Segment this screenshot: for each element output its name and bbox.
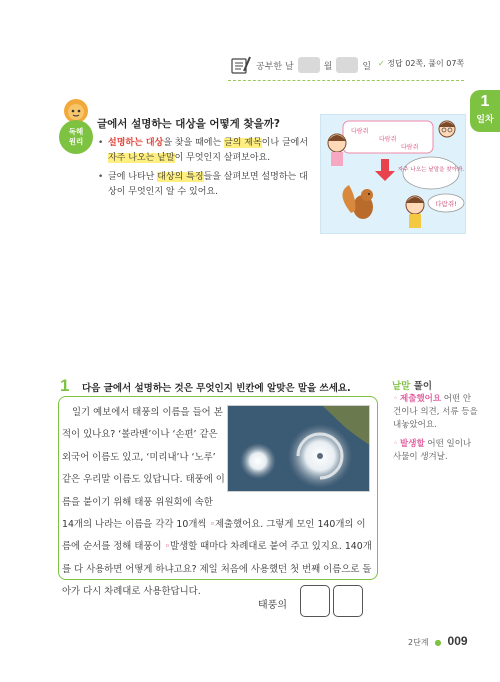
question-text: 다음 글에서 설명하는 것은 무엇인지 빈칸에 알맞은 말을 쓰세요.	[82, 383, 351, 394]
passage-text: 일기 예보에서 태풍의 이름을 들어 본 적이 있나요? ‘볼라벤’이나 ‘손편’ 같은 외국어 이름도 있고, ‘미리내’나 ‘노루’ 같은 우리말 이름도 있답니다. 태풍에 이름을 붙이기 위해 태풍 위원회에 속한 14개의 나라는 이름을 각각 10개씩 ◦제출했어요. 그렇게 모인 140개의 이름에 순서를 정해 태풍이 ◦발생할 때마다 차례대로 붙여 주고 있지요. 140개를 다 사용하면 어떻게 하냐고요? 제일 처음에 사용했던 첫 번째 이름으로 돌아가 다시 차례대로 사용한답니다.	[62, 402, 374, 604]
badge-line1: 독해	[68, 127, 84, 136]
answer-box-2[interactable]	[333, 585, 363, 617]
photo-spacer	[226, 402, 374, 497]
vocab-title: 낱말 풀이	[392, 381, 433, 392]
scroll-text: 다람쥐	[351, 128, 369, 135]
badge-line2: 원리	[68, 137, 84, 146]
month-input-box[interactable]	[298, 57, 320, 73]
vocab-list	[393, 393, 479, 470]
principle-list	[98, 136, 313, 204]
principle-title: 글에서 설명하는 대상을 어떻게 찾을까?	[97, 118, 281, 130]
notebook-pencil-icon	[230, 55, 252, 75]
check-icon: ✓	[378, 59, 385, 68]
question-number: 1	[60, 376, 70, 395]
footer-dot-icon: ●	[434, 638, 442, 647]
bubble2-text: 자주 나오는 낱말을 찾아봐.	[397, 167, 465, 173]
day-tab-number: 1	[480, 93, 490, 110]
answer-label: 태풍의	[258, 600, 287, 611]
vocab-bullet-icon: ◦	[393, 394, 399, 404]
month-label: 월	[323, 61, 333, 72]
principle-item: • 글에 나타난 대상의 특징들을 살펴보면 설명하는 대상이 무엇인지 알 수 있어요.	[98, 170, 313, 200]
footer-week: 2단계	[408, 638, 429, 647]
lion-mascot-badge-icon	[56, 97, 96, 155]
vocab-item: ◦ 제출했어요 어떤 안건이나 의견, 서류 등을 내놓았어요.	[393, 394, 478, 430]
bubble3-text: 다람쥐!	[435, 200, 457, 208]
page-footer	[408, 634, 468, 648]
day-tab	[470, 90, 500, 132]
study-date-row	[230, 52, 371, 78]
page-number: 009	[447, 634, 468, 648]
day-label: 일	[362, 61, 372, 72]
day-input-box[interactable]	[336, 57, 358, 73]
comic-illustration	[320, 114, 466, 234]
principle-item: • 설명하는 대상을 찾을 때에는 글의 제목이나 글에서 자주 나오는 낱말이 무엇인지 살펴보아요.	[98, 136, 313, 166]
vocab-mark-1: ◦	[209, 519, 215, 531]
vocab-mark-2: ◦	[164, 541, 171, 553]
scroll-text-3: 다람쥐	[401, 144, 419, 151]
vocab-item: ◦ 발생할 어떤 일이나 사물이 생겨날.	[393, 439, 472, 462]
answer-box-1[interactable]	[300, 585, 330, 617]
answer-reference: ✓ 정답 02쪽, 풀이 07쪽	[378, 59, 465, 68]
down-arrow-icon	[375, 159, 395, 181]
header-divider	[228, 80, 464, 81]
study-date-label: 공부한 날	[256, 61, 294, 72]
day-tab-label: 일차	[476, 114, 494, 124]
vocab-bullet-icon: ◦	[393, 439, 399, 449]
comic-drawing	[321, 115, 467, 235]
scroll-text-2: 다람쥐	[379, 136, 397, 143]
